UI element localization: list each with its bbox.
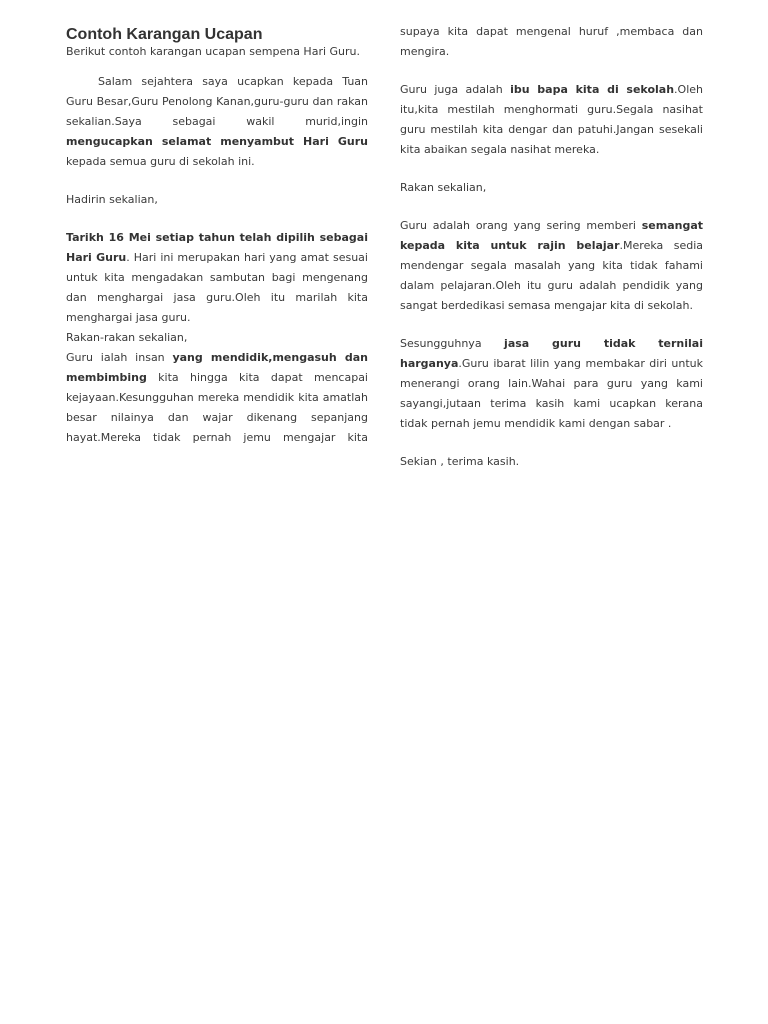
- paragraph-semangat: [400, 216, 703, 316]
- text-run: .Guru ibarat lilin yang membakar diri untuk menerangi orang lain.Wahai para guru yang kami sayangi,jutaan terima kasih kami ucapkan kerana tidak pernah jemu mendidik kami dengan sabar .: [400, 357, 703, 430]
- text-run: kita hingga kita dapat mencapai kejayaan.Kesungguhan mereka mendidik kita amatlah besar nilainya dan wajar dikenang sepanjang hayat.Mereka tidak pernah jemu mengajar kita: [66, 371, 368, 444]
- text-run: kepada semua guru di sekolah ini.: [66, 155, 255, 168]
- document-title: Contoh Karangan Ucapan: [66, 26, 263, 43]
- paragraph-rakan: Rakan sekalian,: [400, 181, 487, 194]
- paragraph-ibu-bapa: [400, 80, 703, 160]
- bold-text-run: jasa guru tidak ternilai harganya: [400, 337, 703, 370]
- document-subtitle: Berikut contoh karangan ucapan sempena Hari Guru.: [66, 45, 361, 58]
- paragraph-closing: Sekian , terima kasih.: [400, 455, 520, 468]
- paragraph-hadirin: Hadirin sekalian,: [66, 193, 158, 206]
- bold-text-run: semangat kepada kita untuk rajin belajar: [400, 219, 703, 252]
- bold-text-run: ibu bapa kita di sekolah: [510, 83, 675, 96]
- paragraph-guru-insan: [66, 348, 368, 448]
- text-run: . Hari ini merupakan hari yang amat sesuai untuk kita mengadakan sambutan bagi mengenang dan menghargai jasa guru.Oleh itu marilah kita menghargai jasa guru.: [66, 251, 368, 324]
- right-column: [400, 22, 703, 472]
- paragraph-greeting: [66, 72, 368, 172]
- text-run: Sesungguhnya: [400, 337, 505, 350]
- paragraph-continuation: supaya kita dapat mengenal huruf ,membaca dan mengira.: [400, 25, 703, 58]
- left-column: [66, 26, 368, 448]
- paragraph-rakan-rakan: Rakan-rakan sekalian,: [66, 331, 188, 344]
- bold-text-run: Tarikh 16 Mei setiap tahun telah dipilih sebagai Hari Guru: [66, 231, 368, 264]
- bold-text-run: yang mendidik,mengasuh dan membimbing: [66, 351, 368, 384]
- paragraph-hari-guru: [66, 228, 368, 328]
- text-run: Salam sejahtera saya ucapkan kepada Tuan Guru Besar,Guru Penolong Kanan,guru-guru dan rakan sekalian.Saya sebagai wakil murid,ingin: [66, 75, 368, 128]
- text-run: Guru juga adalah: [400, 83, 511, 96]
- text-run: .Mereka sedia mendengar segala masalah yang kita tidak fahami dalam pelajaran.Oleh itu guru adalah pendidik yang sangat berdedikasi semasa mengajar kita di sekolah.: [400, 239, 704, 312]
- text-run: Guru ialah insan: [66, 351, 173, 364]
- text-run: Guru adalah orang yang sering memberi: [400, 219, 642, 232]
- paragraph-jasa-guru: [400, 334, 703, 434]
- text-run: .Oleh itu,kita mestilah menghormati guru.Segala nasihat guru mestilah kita dengar dan patuhi.Jangan sesekali kita abaikan segala nasihat mereka.: [400, 83, 703, 156]
- bold-text-run: mengucapkan selamat menyambut Hari Guru: [66, 135, 368, 148]
